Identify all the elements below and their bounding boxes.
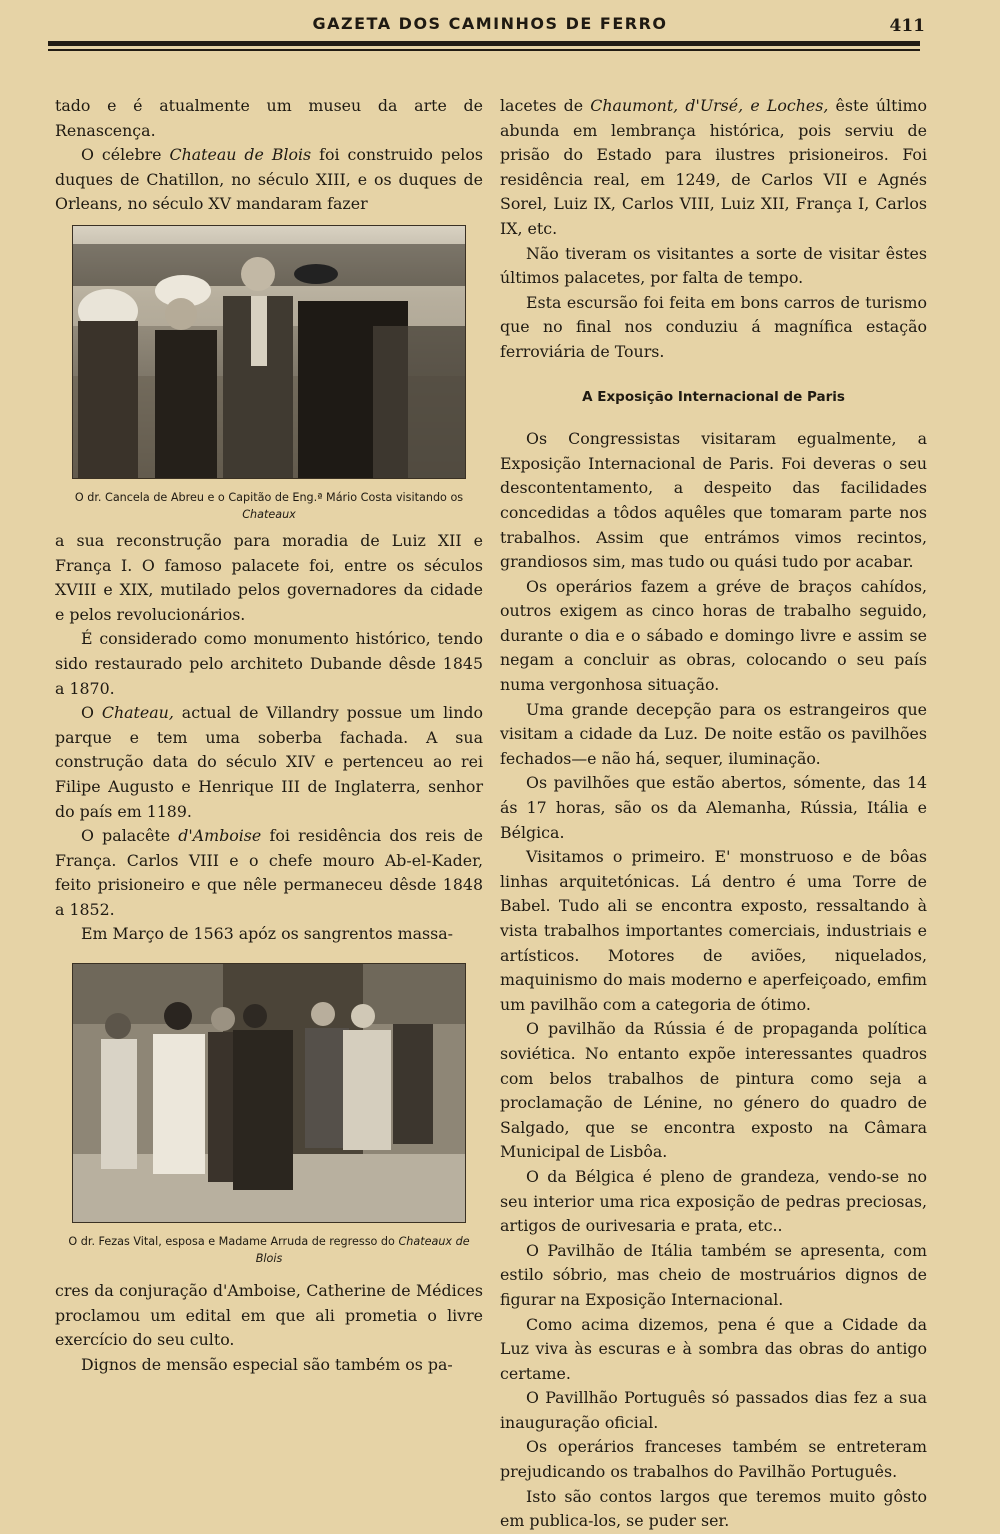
publication-title: GAZETA DOS CAMINHOS DE FERRO <box>312 14 668 33</box>
paragraph: Dignos de mensão especial são também os pa- <box>81 1354 453 1374</box>
paragraph: Isto são contos largos que teremos muito gôsto em publica-los, se puder ser. <box>500 1486 927 1531</box>
caption-text: O dr. Cancela de Abreu e o Capitão de Eng.ª Mário Costa visitando os <box>74 490 464 504</box>
italic-text: d'Amboise <box>178 826 262 846</box>
paragraph: Os Congressistas visitaram egualmente, a Exposição Internacional de Paris. Foi deveras o seu descontentamento, a despeito das facilidades concedidas a tôdos aquêles que tomaram parte nos trabalhos. Assim que entrámos vimos recintos, grandiosos sim, mas tudo ou quási tudo por acabar. <box>500 429 927 572</box>
paragraph: Não tiveram os visitantes a sorte de visitar êstes últimos palacetes, por falta de tempo. <box>500 243 927 288</box>
paragraph <box>500 94 927 242</box>
page-header <box>55 8 925 38</box>
header-rule-thick <box>48 41 920 46</box>
paragraph: Os pavilhões que estão abertos, sómente, das 14 ás 17 horas, são os da Alemanha, Rússia, Itália e Bélgica. <box>500 773 927 842</box>
paragraph: Visitamos o primeiro. E' monstruoso e de bôas linhas arquitetónicas. Lá dentro é uma Torre de Babel. Tudo ali se encontra exposto, ressaltando à vista trabalhos importantes comerciais, industriais e artísticos. Motores de aviões, niquelados, maquinismo do mais moderno e aperfeiçoado, emfim um pavilhão com a categoria de ótimo. <box>500 847 927 1014</box>
text-span: O palacête <box>81 826 179 846</box>
italic-text: Chaumont, d'Ursé, e Loches, <box>590 96 829 115</box>
paragraph: O da Bélgica é pleno de grandeza, vendo-se no seu interior uma rica exposição de pedras preciosas, artigos de ourivesaria e prata, etc.. <box>500 1166 927 1236</box>
paragraph: Os operários franceses também se entreteram prejudicando os trabalhos do Pavilhão Português. <box>500 1437 927 1482</box>
text-span: O célebre <box>81 145 170 165</box>
paragraph: cres da conjuração d'Amboise, Catherine de Médices proclamou um edital em que ali prometia o livre exercício do seu culto. <box>55 1281 483 1350</box>
paragraph: tado e é atualmente um museu da arte de Renascença. <box>55 96 483 140</box>
photo-caption <box>61 489 477 523</box>
text-span: O <box>81 703 102 723</box>
text-span: actual de Villandry possue um lindo parque e tem uma soberba fachada. A sua construção data do século XIV e pertenceu ao rei Filipe Augusto e Henrique III de Inglaterra, senhor do país em 1189. <box>55 703 483 821</box>
paragraph: O Pavilhão de Itália também se apresenta, com estilo sóbrio, mas cheio de mostruários dignos de figurar na Exposição Internacional. <box>500 1240 927 1309</box>
photo-caption <box>61 1233 477 1267</box>
text-span: foi residência dos reis de França. Carlos VIII e o chefe mouro Ab-el-Kader, feito prisioneiro e que nêle permaneceu dêsde 1848 a 1852. <box>55 826 484 919</box>
italic-text: Chateau de Blois <box>169 145 312 165</box>
figure-photo-1 <box>55 225 483 523</box>
paragraph <box>55 824 483 922</box>
photo-returning-blois <box>72 963 466 1223</box>
page-number: 411 <box>889 16 925 36</box>
italic-text: Chateau, <box>101 703 174 723</box>
paragraph <box>55 143 483 217</box>
caption-italic: Chateaux <box>242 507 296 521</box>
photo-visiting-chateaux <box>72 225 466 479</box>
paragraph: Em Março de 1563 apóz os sangrentos massa- <box>81 924 454 944</box>
photo-image <box>73 964 465 1222</box>
header-rule-thin <box>48 49 920 51</box>
paragraph: O pavilhão da Rússia é de propaganda política soviética. No entanto expõe interessantes quadros com belos trabalhos de pintura como seja a proclamação de Lénine, no género do quadro de Salgado, que se encontra exposto na Câmara Municipal de Lisbôa. <box>500 1019 927 1162</box>
paragraph: Uma grande decepção para os estrangeiros que visitam a cidade da Luz. De noite estão os pavilhões fechados—e não há, sequer, iluminação. <box>500 699 927 768</box>
paragraph: O Pavillhão Português só passados dias fez a sua inauguração oficial. <box>500 1388 927 1432</box>
caption-text: O dr. Fezas Vital, esposa e Madame Arruda de regresso do <box>68 1235 399 1249</box>
caption-italic: Chateaux de Blois <box>255 1235 470 1266</box>
text-span: lacetes de <box>500 96 591 115</box>
text-span: êste último abunda em lembrança histórica, pois serviu de prisão do Estado para ilustres prisioneiros. Foi residência real, em 1249, de Carlos VII e Agnés Sorel, Luiz IX, Carlos VIII, Luiz XII, França I, Carlos IX, etc. <box>500 96 928 238</box>
paragraph: É considerado como monumento histórico, tendo sido restaurado pelo architeto Dubande dêsde 1845 a 1870. <box>55 629 483 698</box>
paragraph: Como acima dizemos, pena é que a Cidade da Luz viva às escuras e à sombra das obras do antigo certame. <box>500 1314 927 1383</box>
left-column <box>55 94 483 1377</box>
photo-image <box>73 226 465 478</box>
paragraph: Os operários fazem a gréve de braços cahídos, outros exigem as cinco horas de trabalho seguido, durante o dia e o sábado e domingo livre e assim se negam a concluir as obras, colocando o seu país numa vergonhosa situação. <box>500 576 927 695</box>
right-column <box>500 94 927 1534</box>
text-span: foi construido pelos duques de Chatillon, no século XIII, e os duques de Orleans, no século XV mandaram fazer <box>55 145 483 214</box>
figure-photo-2 <box>55 963 483 1267</box>
paragraph: Esta escursão foi feita em bons carros de turismo que no final nos conduziu á magnífica estação ferroviária de Tours. <box>500 292 927 361</box>
paragraph <box>55 701 483 824</box>
paragraph: a sua reconstrução para moradia de Luiz XII e França I. O famoso palacete foi, entre os séculos XVIII e XIX, mutilado pelos governadores da cidade e pelos revolucionários. <box>55 530 483 624</box>
section-heading: A Exposição Internacional de Paris <box>582 388 845 405</box>
